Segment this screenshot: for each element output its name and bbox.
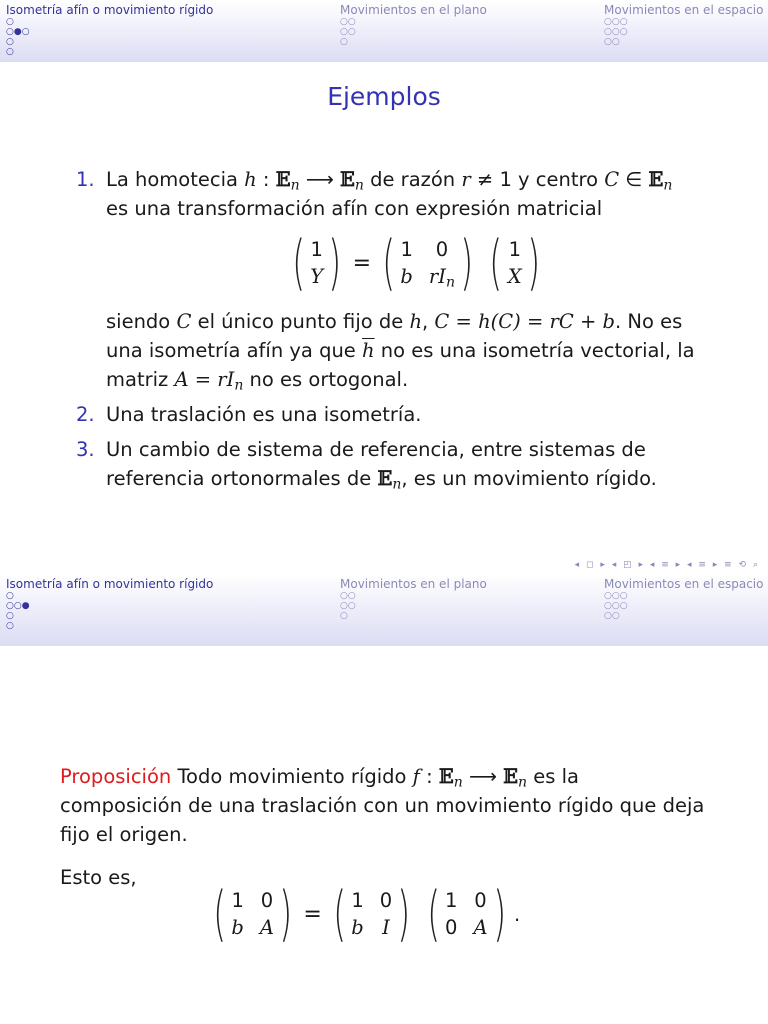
- nav-dot-row[interactable]: ○○: [340, 591, 356, 601]
- navigation-bar: [0, 574, 768, 646]
- proposition-text: Proposición Todo movimiento rígido f : 𝔼$_n$ ⟶ 𝔼$_n$ es la composición de una traslación con un movimiento rígido que deja fijo el origen.: [60, 765, 705, 846]
- nav-section-plano[interactable]: [340, 577, 487, 621]
- nav-dot-row[interactable]: ○○: [604, 37, 620, 47]
- esto-es-text: Esto es,: [60, 866, 137, 889]
- decomposition-equation: ( 1 0 b A ) = ( 1 0 b I ) ( 1 0 0 A ) .: [205, 884, 520, 944]
- vector-rhs: ( 1 X ): [489, 228, 540, 298]
- example-list: [76, 165, 726, 499]
- nav-section-isometria[interactable]: [6, 577, 213, 631]
- nav-section-title[interactable]: Movimientos en el plano: [340, 577, 487, 591]
- nav-dot-row[interactable]: ○: [6, 621, 14, 631]
- nav-dots[interactable]: [604, 17, 763, 47]
- nav-dots[interactable]: [6, 17, 213, 57]
- beamer-navigation-icons[interactable]: ◂ ◻ ▸ ◂ ◰ ▸ ◂ ≡ ▸ ◂ ≡ ▸ ≡ ⟲ ⌕: [574, 560, 760, 570]
- nav-dot-row[interactable]: ○: [340, 37, 348, 47]
- list-item: [76, 435, 726, 493]
- matrix-homotecia: ( 1 0 b $rI_n$ ): [382, 228, 474, 298]
- nav-dot-row[interactable]: ○: [6, 611, 14, 621]
- nav-dot-row[interactable]: ○○: [340, 27, 356, 37]
- nav-dot-row[interactable]: ○○●: [6, 601, 30, 611]
- nav-dot-row[interactable]: ○○: [340, 601, 356, 611]
- nav-dot-row[interactable]: ○: [6, 37, 14, 47]
- proposition-block: [60, 762, 740, 892]
- nav-section-title[interactable]: Movimientos en el espacio: [604, 3, 764, 17]
- nav-section-title[interactable]: Movimientos en el plano: [340, 3, 487, 17]
- nav-dot-row[interactable]: ○: [6, 17, 14, 27]
- nav-section-title[interactable]: Isometría afín o movimiento rígido: [6, 577, 214, 591]
- item-explanation: siendo C el único punto fijo de h, C = h(C) = rC + b. No es una isometría afín ya que $\overline{h}$ no es una isometría vectorial, la matriz $A = rI_n$ no es ortogonal.: [106, 310, 695, 394]
- nav-dot-row[interactable]: ○○: [604, 611, 620, 621]
- vector-lhs: ( 1 Y ): [292, 228, 342, 298]
- matrix-origen: ( 1 0 0 A ): [426, 879, 506, 949]
- slide-title: Ejemplos: [327, 82, 441, 111]
- nav-section-isometria[interactable]: [6, 3, 213, 57]
- nav-dot-row[interactable]: ○○○: [604, 591, 628, 601]
- nav-dots[interactable]: [340, 17, 487, 47]
- list-item: [76, 400, 726, 429]
- nav-dot-row[interactable]: ○○○: [604, 601, 628, 611]
- item-text: Un cambio de sistema de referencia, entre sistemas de referencia ortonormales de 𝔼$_n$, es un movimiento rígido.: [106, 438, 657, 493]
- nav-section-title[interactable]: Isometría afín o movimiento rígido: [6, 3, 214, 17]
- nav-section-espacio[interactable]: [604, 3, 763, 47]
- list-item: [76, 165, 726, 394]
- nav-dot-row[interactable]: ○●○: [6, 27, 30, 37]
- matrix-movimiento: ( 1 0 b A ): [213, 879, 293, 949]
- nav-dots[interactable]: [604, 591, 763, 621]
- navigation-bar: [0, 0, 768, 62]
- nav-dot-row[interactable]: ○: [6, 591, 14, 601]
- nav-section-plano[interactable]: [340, 3, 487, 47]
- nav-dot-row[interactable]: ○: [6, 47, 14, 57]
- slide-2: [0, 574, 768, 1024]
- nav-dot-row[interactable]: ○○○: [604, 27, 628, 37]
- item-number: 3.: [76, 438, 95, 461]
- matrix-traslacion: ( 1 0 b I ): [333, 879, 411, 949]
- nav-dot-row[interactable]: ○○○: [604, 17, 628, 27]
- nav-dots[interactable]: [340, 591, 487, 621]
- item-number: 1.: [76, 168, 95, 191]
- nav-dot-row[interactable]: ○: [340, 611, 348, 621]
- nav-section-title[interactable]: Movimientos en el espacio: [604, 577, 764, 591]
- item-text: La homotecia h : 𝔼$_n$ ⟶ 𝔼$_n$ de razón r ≠ 1 y centro C ∈ 𝔼$_n$ es una transformación afín con expresión matricial: [106, 168, 673, 220]
- item-number: 2.: [76, 403, 95, 426]
- item-text: Una traslación es una isometría.: [106, 403, 422, 426]
- matrix-equation: ( 1 Y ) = ( 1 0 b $rI_n$ ) ( 1 X ): [106, 233, 726, 293]
- nav-section-espacio[interactable]: [604, 577, 763, 621]
- proposition-label: Proposición: [60, 765, 172, 788]
- nav-dot-row[interactable]: ○○: [340, 17, 356, 27]
- nav-dots[interactable]: [6, 591, 213, 631]
